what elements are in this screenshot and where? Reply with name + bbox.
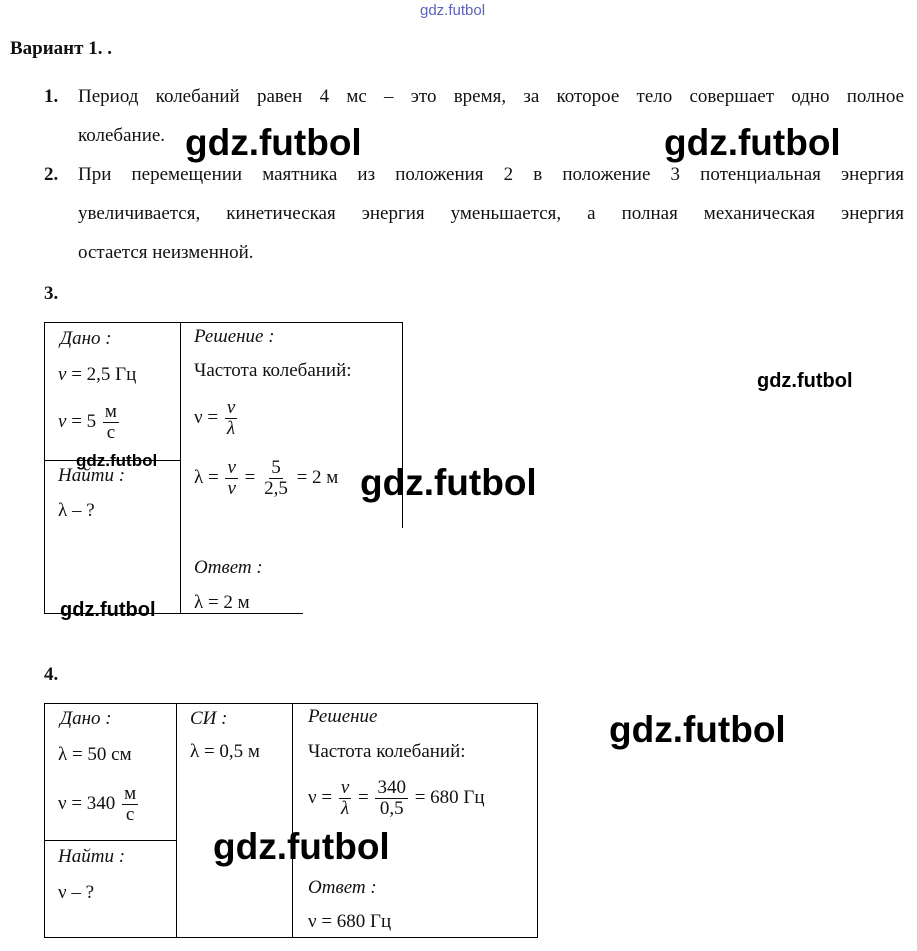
task3-answer-label: Ответ : [194, 557, 263, 578]
task4-find-value: ν – ? [58, 882, 95, 903]
task4-solution-label: Решение [308, 706, 378, 727]
task4-formula: ν = $\frac{v}{\lambda}$ = $\frac{340}{0,5}$ = 680 Гц [308, 777, 485, 819]
task4-solution-text: Частота колебаний: [308, 741, 466, 762]
task4-si-label: СИ : [190, 708, 228, 729]
task3-solution-text: Частота колебаний: [194, 360, 352, 381]
watermark: gdz.futbol [609, 709, 786, 750]
watermark: gdz.futbol [213, 826, 390, 867]
task4-answer-label: Ответ : [308, 877, 377, 898]
task4-answer-value: ν = 680 Гц [308, 911, 392, 932]
item-1-line-1: Период колебаний равен 4 мс – это время, за которое тело совершает одно полное [78, 86, 904, 107]
watermark: gdz.futbol [76, 451, 158, 470]
task4-given-speed: ν = 340 $\frac{м}{с}$ [58, 783, 137, 825]
item-number-4: 4. [44, 664, 59, 685]
watermark-top: gdz.futbol [420, 2, 486, 19]
task3-given-frequency: ν = 2,5 Гц [58, 364, 137, 385]
task3-given-label: Дано : [60, 328, 112, 349]
task3-given-speed: ν = 5 $\frac{м}{с}$ [58, 401, 117, 443]
task4-si-value: λ = 0,5 м [190, 741, 260, 762]
item-2-line-2: увеличивается, кинетическая энергия уменьшается, а полная механическая энергия [78, 203, 904, 224]
item-number-1: 1. [44, 86, 59, 107]
item-1-line-2: колебание. [78, 125, 166, 146]
item-number-3: 3. [44, 283, 59, 304]
watermark: gdz.futbol [60, 599, 156, 621]
watermark: gdz.futbol [185, 122, 362, 163]
variant-title: Вариант 1. . [10, 38, 112, 59]
task3-find-value: λ – ? [58, 500, 95, 521]
item-2-line-3: остается неизменной. [78, 242, 254, 263]
task3-formula-2: λ = $\frac{v}{\nu}$ = $\frac{5}{2,5}$ = 2 м [194, 457, 339, 499]
task3-solution-label: Решение : [194, 326, 275, 347]
watermark: gdz.futbol [664, 122, 841, 163]
task3-answer-value: λ = 2 м [194, 592, 250, 613]
task3-formula-1: ν = $\frac{v}{\lambda}$ [194, 397, 236, 439]
task4-find-label: Найти : [58, 846, 126, 867]
watermark: gdz.futbol [757, 370, 853, 392]
task3-find-label: Найти : [58, 465, 126, 486]
task4-given-label: Дано : [60, 708, 112, 729]
item-2-line-1: При перемещении маятника из положения 2 в положение 3 потенциальная энергия [78, 164, 904, 185]
task4-given-wavelength: λ = 50 см [58, 744, 132, 765]
item-number-2: 2. [44, 164, 59, 185]
watermark: gdz.futbol [360, 462, 537, 503]
